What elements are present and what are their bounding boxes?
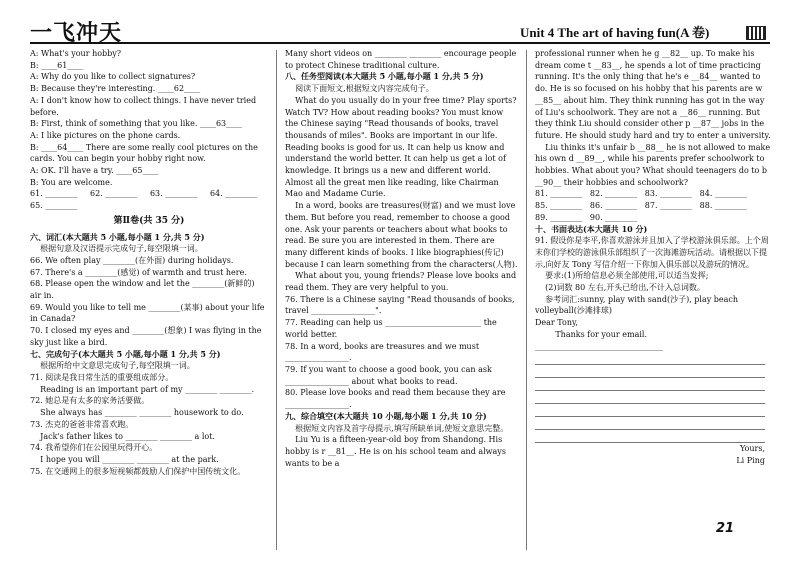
writing-line[interactable] <box>535 430 765 443</box>
unit-title: Unit 4 The art of having fun(A 卷) <box>520 25 710 40</box>
text-line: 参考词汇:sunny, play with sand(沙子), play beach volleyball(沙滩排球) <box>535 294 741 316</box>
column-middle <box>285 48 518 469</box>
writing-line[interactable] <box>535 365 765 378</box>
text-line: 76. There is a Chinese saying "Read thousands of books, travel ________________". <box>285 294 518 316</box>
text-line: What do you usually do in your free time? Play sports? Watch TV? How about reading books? You must know the Chinese saying "Read thousands of books, travel thousands of miles". Books are important in our life. Reading books is good for us. It can help us know and understand the world better. It can help us get a lot of knowledge. It brings us a new and different world. Almost all the great men like reading, like Chairman Mao and Madame Curie. <box>285 95 520 199</box>
header-rule <box>30 42 770 44</box>
text-line: A: What's your hobby? <box>30 49 122 58</box>
text-line: 阅读下面短文,根据短文内容完成句子。 <box>285 84 434 94</box>
text-line: Reading is an important part of my ________ ________. <box>30 384 255 394</box>
text-line: (2)词数 80 左右,开头已给出,不计入总词数。 <box>535 283 705 293</box>
text-line: 66. We often play ________(在外面) during holidays. <box>30 255 234 265</box>
letter-closing: Li Ping <box>736 455 765 465</box>
text-line: 71. 阅读是我日常生活的重要组成部分。 <box>30 372 174 382</box>
text-line: 78. In a word, books are treasures and we must ________________. <box>285 341 482 363</box>
text-line: 根据短文内容及首字母提示,填写所缺单词,使短文意思完整。 <box>285 423 509 433</box>
text-line: 六、词汇(本大题共 5 小题,每小题 1 分,共 5 分) <box>30 231 205 242</box>
text-line: She always has ________ ________ housework to do. <box>30 408 244 418</box>
text-line: Dear Tony, <box>535 318 578 328</box>
writing-line[interactable] <box>535 417 765 430</box>
column-left <box>30 48 268 477</box>
text-line: 根据句意及汉语提示完成句子,每空限填一词。 <box>30 244 203 254</box>
text-line: 65. ________ <box>30 201 78 211</box>
text-line: 十、书面表达(本大题共 10 分) <box>535 223 648 234</box>
letter-closing: Yours, <box>739 444 765 454</box>
brand-logo: 一飞冲天 <box>30 21 123 46</box>
text-line: B: ____61____ <box>30 60 84 70</box>
text-line: Liu Yu is a fifteen-year-old boy from Shandong. His hobby is r __81__. He is on his school team and always wants to be a <box>285 435 509 468</box>
text-line: 67. There's a ________(感觉) of warmth and trust here. <box>30 267 247 277</box>
text-line: B: ____64____ There are some really cool pictures on the cards. You can begin your hobby right now. <box>30 142 261 164</box>
text-line: A: OK. I'll have a try. ____65____ <box>30 166 159 176</box>
text-line: 七、完成句子(本大题共 5 小题,每小题 1 分,共 5 分) <box>30 348 221 359</box>
text-line: 68. Please open the window and let the ________(新鲜的) air in. <box>30 279 258 301</box>
text-line: 80. Please love books and read them because they are ________________. <box>285 388 509 410</box>
writing-line[interactable] <box>535 378 765 391</box>
text-line: 要求:(1)所给信息必须全部使用,可以适当发挥; <box>535 271 709 281</box>
text-line: 八、任务型阅读(本大题共 5 小题,每小题 1 分,共 5 分) <box>285 71 484 82</box>
text-line: B: Because they're interesting. ____62____ <box>30 84 201 94</box>
page-number: 21 <box>716 521 735 536</box>
text-line: B: First, think of something that you like. ____63____ <box>30 119 243 129</box>
text-line: 九、综合填空(本大题共 10 小题,每小题 1 分,共 10 分) <box>285 410 487 421</box>
text-line: 91. 假设你是李平,你喜欢游泳并且加入了学校游泳俱乐部。上个周末你们学校的游泳俱乐部组织了一次海滩游玩活动。请根据以下提示,向好友 Tony 写信介绍一下你加入俱乐部以及游玩的情况。 <box>535 236 769 269</box>
text-line: 第Ⅱ卷(共 35 分) <box>113 215 185 226</box>
text-line: Many short videos on ________ ________ encourage people to protect Chinese traditional culture. <box>285 49 519 70</box>
text-line: 69. Would you like to tell me ________(某事) about your life in Canada? <box>30 302 268 324</box>
column-right <box>535 48 771 467</box>
text-line: 81. ________ 82. ________ 83. ________ 84. ________ <box>535 189 747 199</box>
text-line: 61. ________ 62. ________ 63. ________ 64. ________ <box>30 189 258 199</box>
text-line: 73. 杰克的爸爸非常喜欢跑。 <box>30 419 134 429</box>
text-line: A: I like pictures on the phone cards. <box>30 130 181 140</box>
text-line: A: I don't know how to collect things. I have never tried before. <box>30 95 259 117</box>
text-line: Jack's father likes to ________ ________ a lot. <box>30 431 215 441</box>
text-line: Liu thinks it's unfair b __88__ he is not allowed to make his own d __89__, while his parents prefer schoolwork to hobbies. What about you? What should teenagers do to b __90__ their hobbies and schoolwork? <box>535 142 773 187</box>
text-line: 79. If you want to choose a good book, you can ask ________________ about what books to read. <box>285 364 495 386</box>
text-line: professional runner when he g __82__ up. To make his dream come t __83__, he spends a lot of time practicing running. It's the only thing that he's e __84__ wanted to do. He is so focused on his hobby that his parents are w __85__ about him. They think running has got in the way of Liu's schoolwork. They are not a __86__ running. But they think Liu should consider other p __87__ jobs in the future. He should study hard and try to enter a university. <box>535 49 771 140</box>
text-line: 89. ________ 90. ________ <box>535 212 638 222</box>
text-line: A: Why do you like to collect signatures? <box>30 72 196 82</box>
writing-line[interactable] <box>535 404 765 417</box>
column-divider <box>526 50 527 550</box>
text-line: 77. Reading can help us ________________________ the world better. <box>285 318 500 339</box>
text-line: 70. I closed my eyes and ________(想象) I was flying in the sky just like a bird. <box>30 326 265 347</box>
text-line: 72. 她总是有太多的家务活要做。 <box>30 396 150 406</box>
text-line: 85. ________ 86. ________ 87. ________ 88. ________ <box>535 201 747 211</box>
text-line: What about you, young friends? Please love books and read them. They are very helpful to you. <box>285 271 519 293</box>
book-stack-icon <box>746 26 766 40</box>
column-divider <box>276 50 277 550</box>
writing-line[interactable] <box>535 352 765 365</box>
text-line: 75. 在交通网上的很多短视频都鼓励人们保护中国传统文化。 <box>30 466 246 476</box>
text-line: Thanks for your email. ________________________________ <box>535 329 663 351</box>
text-line: 74. 我希望你们在公园里玩得开心。 <box>30 443 158 453</box>
text-line: B: You are welcome. <box>30 177 113 187</box>
writing-line[interactable] <box>535 391 765 404</box>
text-line: 根据所给中文意思完成句子,每空限填一词。 <box>30 361 195 371</box>
text-line: In a word, books are treasures(财富) and we must love them. But before you read, remember to choose a good one. Ask your parents or teachers about what books to read. Be sure you are interested in them. There are many different kinds of books. I like biographies(传记) because I can learn something from the characters(人物). <box>285 201 518 269</box>
text-line: I hope you will ________ ________ at the park. <box>30 454 219 464</box>
